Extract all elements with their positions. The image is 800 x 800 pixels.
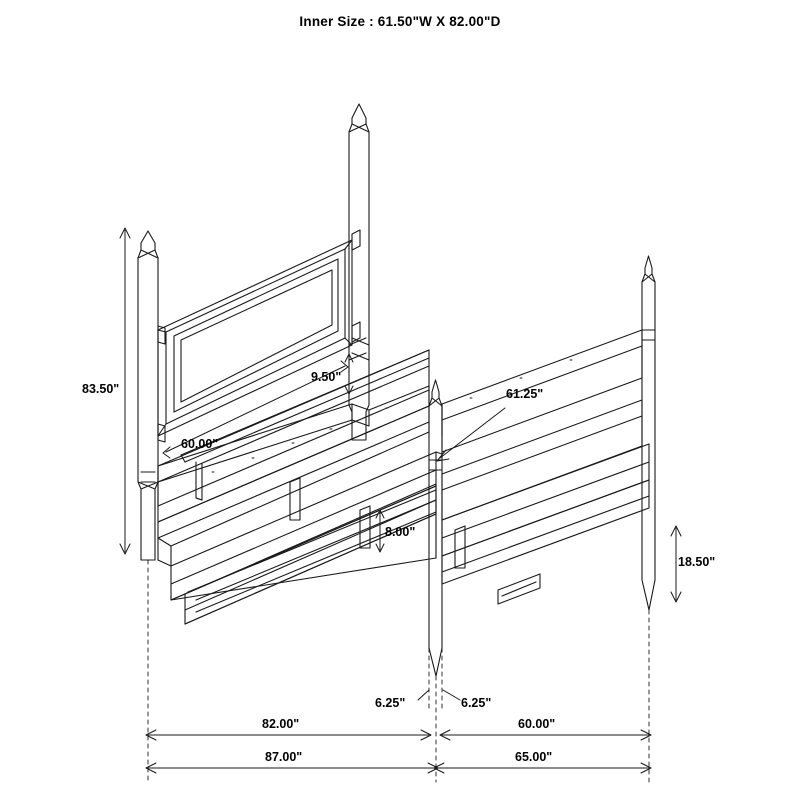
dimension-61-25-leader: [437, 408, 505, 461]
dimension-6-25-right-leader: [443, 690, 460, 700]
footboard-face-left-2: [196, 500, 436, 612]
label-60-00-width: 60.00": [518, 717, 556, 731]
headboard-panel: [158, 230, 360, 442]
dimension-82-00: [146, 730, 431, 740]
center-bottom-bracket: [498, 574, 540, 604]
page-title: Inner Size : 61.50"W X 82.00"D: [299, 14, 501, 29]
label-6-25-left: 6.25": [375, 696, 406, 710]
label-8-00: 8.00": [385, 525, 416, 539]
label-65-00: 65.00": [515, 750, 553, 764]
bottom-front-rail-right: [442, 480, 649, 584]
dimension-65-00: [434, 763, 651, 773]
dimension-87-00: [146, 763, 438, 773]
label-61-25: 61.25": [506, 387, 544, 401]
rail-hole-marks: [212, 360, 572, 472]
label-9-50: 9.50": [311, 370, 342, 384]
dimension-8-00: [376, 510, 384, 552]
label-82-00: 82.00": [262, 717, 300, 731]
lower-side-rail-left: [158, 406, 429, 566]
front-bottom-rail-right: [442, 444, 649, 556]
label-60-00-panel: 60.00": [181, 437, 219, 451]
post-headboard-left: [138, 231, 158, 560]
dimension-9-50: [345, 354, 353, 394]
dimension-6-25-left-leader: [418, 690, 429, 700]
label-6-25-right: 6.25": [461, 696, 492, 710]
post-foot-right: [642, 256, 655, 610]
dimension-60-00-width: [440, 730, 651, 740]
label-18-50: 18.50": [678, 555, 716, 569]
foot-rail-right-lower: [442, 400, 642, 520]
label-83-50: 83.50": [82, 382, 120, 396]
dimension-83-50: [120, 228, 130, 554]
label-87-00: 87.00": [265, 750, 303, 764]
